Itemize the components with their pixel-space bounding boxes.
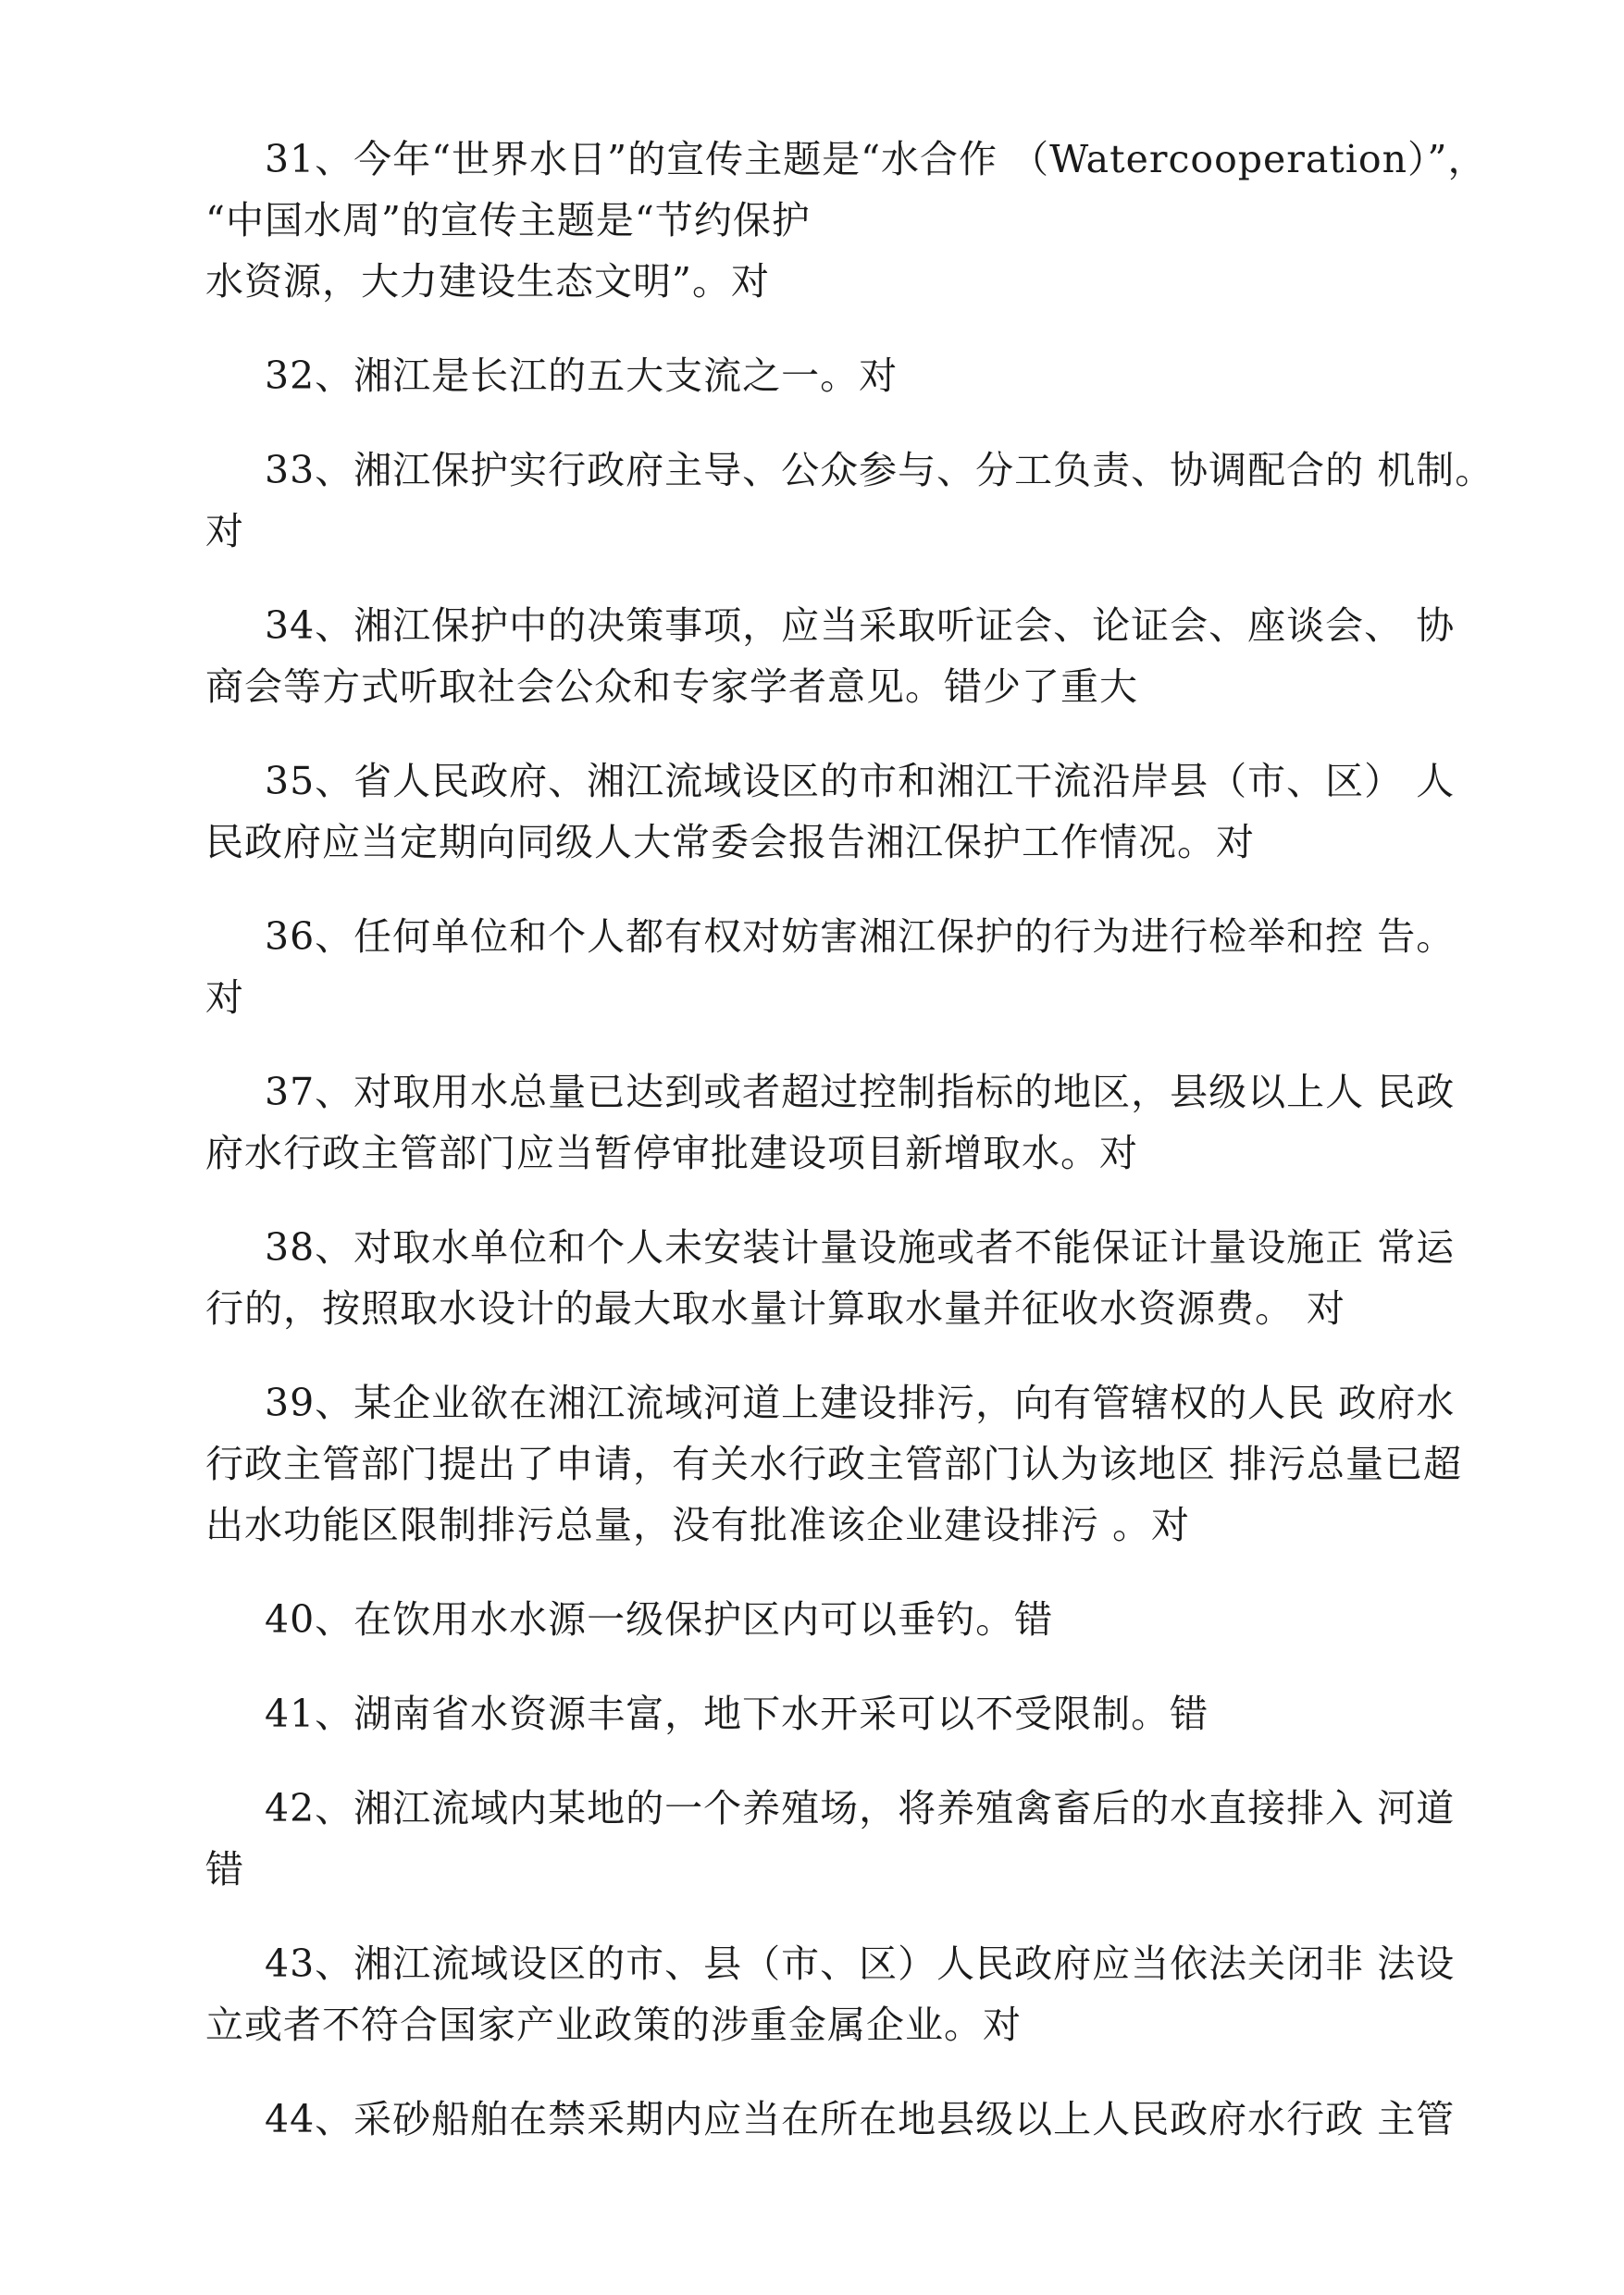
q33-line-1: 33、湘江保护实行政府主导、公众参与、分工负责、协调配合的 机制。 (265, 448, 1494, 492)
q33-line-2: 对 (205, 509, 244, 553)
q41-line-1: 41、湖南省水资源丰富，地下水开采可以不受限制。错 (265, 1692, 1209, 1736)
q38-line-2: 行的，按照取水设计的最大取水量计算取水量并征收水资源费。 对 (205, 1286, 1346, 1331)
q38-line-1: 38、对取水单位和个人未安装计量设施或者不能保证计量设施正 常运 (265, 1225, 1456, 1270)
q32-line-1: 32、湘江是长江的五大支流之一。对 (265, 354, 899, 398)
q35-line-2: 民政府应当定期向同级人大常委会报告湘江保护工作情况。对 (205, 820, 1255, 864)
q37-line-1: 37、对取用水总量已达到或者超过控制指标的地区，县级以上人 民政 (265, 1070, 1456, 1114)
q43-line-2: 立或者不符合国家产业政策的涉重金属企业。对 (205, 2003, 1022, 2047)
q34-line-2: 商会等方式听取社会公众和专家学者意见。错少了重大 (205, 664, 1138, 709)
q31-line-1: 31、今年“世界水日”的宣传主题是“水合作 （Watercooperation）”， (265, 137, 1487, 181)
q36-line-1: 36、任何单位和个人都有权对妨害湘江保护的行为进行检举和控 告。 (265, 914, 1456, 959)
q44-line-1: 44、采砂船舶在禁采期内应当在所在地县级以上人民政府水行政 主管 (265, 2097, 1456, 2141)
q31-line-3: 水资源，大力建设生态文明”。对 (205, 259, 770, 304)
q39-line-2: 行政主管部门提出了申请，有关水行政主管部门认为该地区 排污总量已超 (205, 1442, 1463, 1486)
q40-line-1: 40、在饮用水水源一级保护区内可以垂钓。错 (265, 1597, 1054, 1642)
q39-line-3: 出水功能区限制排污总量，没有批准该企业建设排污 。对 (205, 1503, 1191, 1547)
q39-line-1: 39、某企业欲在湘江流域河道上建设排污，向有管辖权的人民 政府水 (265, 1381, 1456, 1425)
q35-line-1: 35、省人民政府、湘江流域设区的市和湘江干流沿岸县（市、区） 人 (265, 759, 1456, 803)
q42-line-2: 错 (205, 1847, 244, 1892)
q31-line-2: “中国水周”的宣传主题是“节约保护 (205, 198, 811, 242)
q42-line-1: 42、湘江流域内某地的一个养殖场，将养殖禽畜后的水直接排入 河道 (265, 1786, 1456, 1830)
q43-line-1: 43、湘江流域设区的市、县（市、区）人民政府应当依法关闭非 法设 (265, 1941, 1456, 1986)
q37-line-2: 府水行政主管部门应当暂停审批建设项目新增取水。对 (205, 1131, 1138, 1175)
q34-line-1: 34、湘江保护中的决策事项，应当采取听证会、论证会、座谈会、 协 (265, 603, 1456, 648)
q36-line-2: 对 (205, 975, 244, 1020)
